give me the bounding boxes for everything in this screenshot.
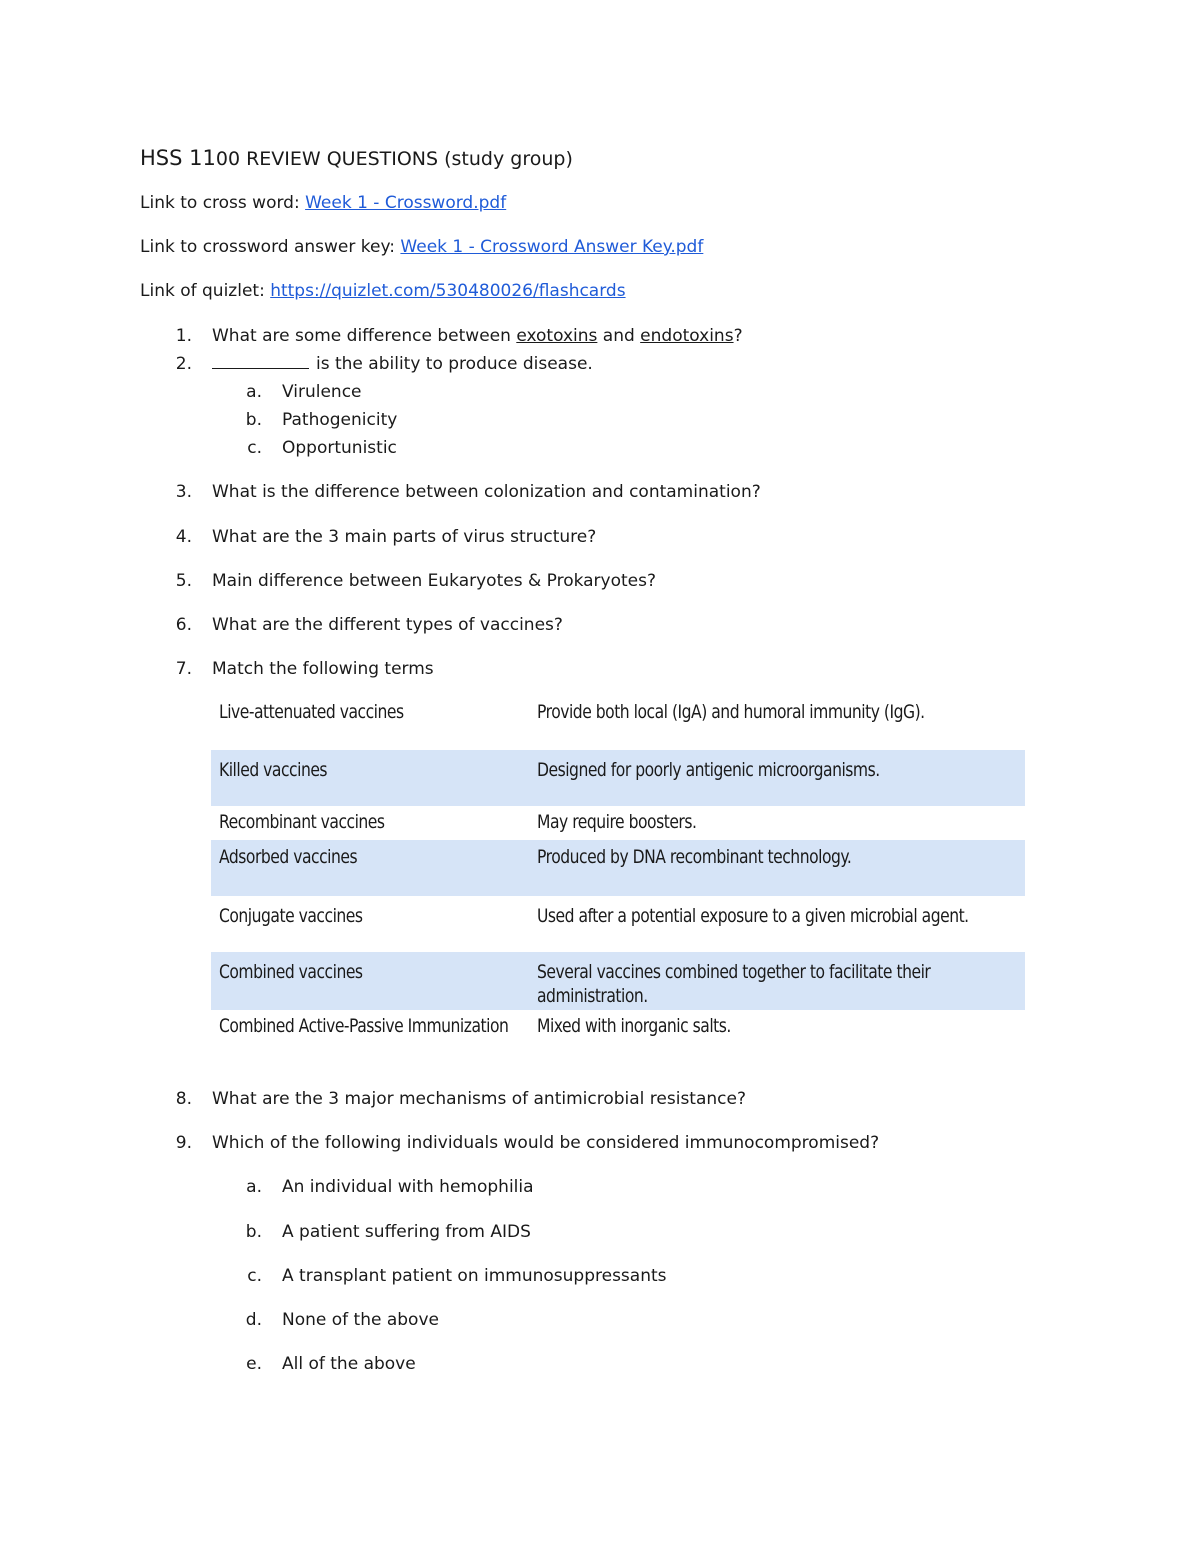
crossword-link[interactable]: Week 1 - Crossword.pdf: [305, 193, 507, 213]
option-letter: e.: [246, 1354, 262, 1374]
term-cell: Killed vaccines: [219, 759, 328, 781]
definition-cell-continued: administration.: [537, 985, 648, 1007]
question-8: What are the 3 major mechanisms of antimicrobial resistance?: [212, 1089, 746, 1109]
answer-key-link[interactable]: Week 1 - Crossword Answer Key.pdf: [400, 237, 704, 257]
page-title: [140, 146, 573, 171]
term-cell: Combined Active-Passive Immunization: [219, 1015, 509, 1037]
option-text: Opportunistic: [282, 438, 397, 458]
question-1-post: ?: [733, 326, 743, 346]
definition-cell: Used after a potential exposure to a given microbial agent.: [537, 905, 969, 927]
table-row: [211, 692, 1025, 750]
table-row: [211, 750, 1025, 806]
question-number: 2.: [175, 354, 192, 374]
question-number: 5.: [175, 571, 192, 591]
question-1-pre: What are some difference between: [212, 326, 517, 346]
definition-cell: Mixed with inorganic salts.: [537, 1015, 731, 1037]
option-letter: b.: [245, 410, 262, 430]
question-number: 8.: [175, 1089, 192, 1109]
option-text: Virulence: [282, 382, 362, 402]
definition-cell: Several vaccines combined together to facilitate their: [537, 961, 931, 983]
option-text: None of the above: [282, 1310, 439, 1330]
question-number: 1.: [175, 326, 192, 346]
question-number: 7.: [175, 659, 192, 679]
term-cell: Conjugate vaccines: [219, 905, 363, 927]
question-number: 3.: [175, 482, 192, 502]
term-cell: Combined vaccines: [219, 961, 363, 983]
fill-in-blank: [212, 354, 309, 369]
definition-cell: May require boosters.: [537, 811, 697, 833]
option-text: An individual with hemophilia: [282, 1177, 534, 1197]
option-letter: d.: [245, 1310, 262, 1330]
question-2-text: is the ability to produce disease.: [316, 354, 593, 374]
question-6: What are the different types of vaccines?: [212, 615, 563, 635]
exotoxins-keyword: exotoxins: [516, 326, 598, 346]
question-4: What are the 3 main parts of virus structure?: [212, 527, 597, 547]
answer-key-link-line: [140, 236, 703, 258]
option-text: A transplant patient on immunosuppressants: [282, 1266, 667, 1286]
question-number: 6.: [175, 615, 192, 635]
title-rest: 00 REVIEW QUESTIONS (study group): [215, 148, 573, 170]
definition-cell: Designed for poorly antigenic microorganisms.: [537, 759, 880, 781]
question-number: 9.: [175, 1133, 192, 1153]
definition-cell: Produced by DNA recombinant technology.: [537, 846, 852, 868]
term-cell: Recombinant vaccines: [219, 811, 385, 833]
term-cell: Adsorbed vaccines: [219, 846, 358, 868]
question-number: 4.: [175, 527, 192, 547]
table-row: [211, 1010, 1025, 1044]
quizlet-link-line: [140, 280, 626, 302]
crossword-link-label: Link to cross word:: [140, 193, 306, 213]
option-text: Pathogenicity: [282, 410, 398, 430]
endotoxins-keyword: endotoxins: [640, 326, 734, 346]
question-1-mid: and: [597, 326, 641, 346]
crossword-link-line: [140, 192, 506, 214]
question-7: Match the following terms: [212, 659, 434, 679]
option-text: A patient suffering from AIDS: [282, 1222, 531, 1242]
table-row: [211, 840, 1025, 896]
question-5: Main difference between Eukaryotes & Prokaryotes?: [212, 571, 657, 591]
definition-cell: Provide both local (IgA) and humoral immunity (IgG).: [537, 701, 925, 723]
option-letter: c.: [247, 438, 262, 458]
option-letter: c.: [247, 1266, 262, 1286]
term-cell: Live-attenuated vaccines: [219, 701, 404, 723]
question-3: What is the difference between colonization and contamination?: [212, 482, 761, 502]
table-row: [211, 896, 1025, 952]
option-text: All of the above: [282, 1354, 416, 1374]
quizlet-link[interactable]: https://quizlet.com/530480026/flashcards: [270, 281, 626, 301]
option-letter: b.: [245, 1222, 262, 1242]
table-row: [211, 952, 1025, 1010]
question-1: [212, 325, 743, 347]
table-row: [211, 806, 1025, 840]
title-course-code: HSS 11: [140, 146, 216, 170]
question-9: Which of the following individuals would be considered immunocompromised?: [212, 1133, 880, 1153]
option-letter: a.: [246, 1177, 262, 1197]
question-2: [212, 353, 593, 375]
quizlet-link-label: Link of quizlet:: [140, 281, 271, 301]
option-letter: a.: [246, 382, 262, 402]
answer-key-link-label: Link to crossword answer key:: [140, 237, 401, 257]
